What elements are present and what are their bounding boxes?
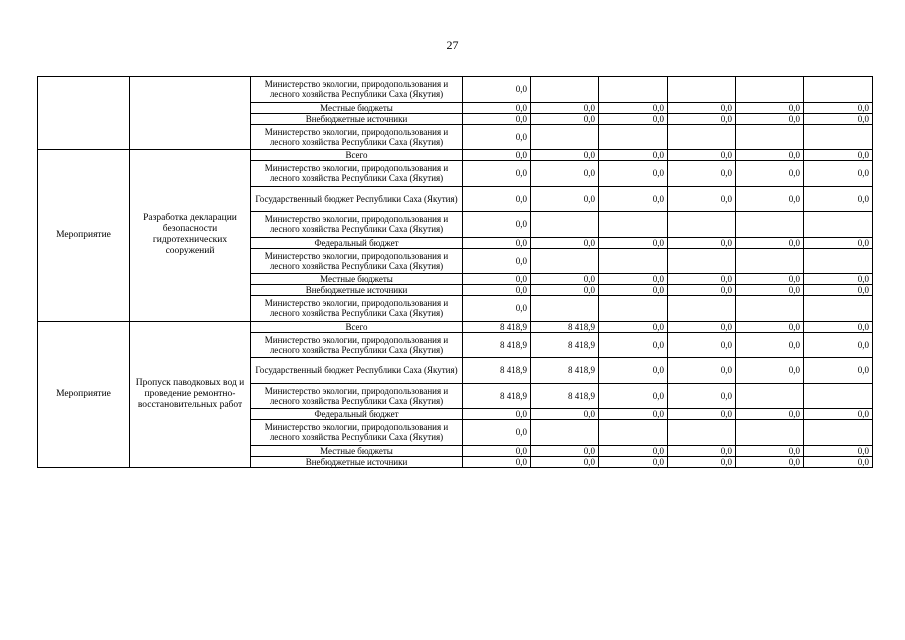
activity-type-cell: Мероприятие (38, 150, 130, 322)
value-cell: 0,0 (531, 285, 599, 296)
value-cell: 0,0 (736, 456, 804, 467)
value-cell: 0,0 (463, 186, 531, 212)
funding-source-cell: Министерство экологии, природопользования и лесного хозяйства Республики Саха (Якутия) (251, 212, 463, 238)
value-cell: 0,0 (463, 420, 531, 446)
value-cell: 0,0 (668, 161, 736, 187)
value-cell (599, 296, 668, 322)
value-cell: 0,0 (804, 456, 873, 467)
activity-name-cell: Разработка декларации безопасности гидротехнических сооружений (130, 150, 251, 322)
funding-source-cell: Государственный бюджет Республики Саха (Якутия) (251, 358, 463, 384)
value-cell: 0,0 (531, 161, 599, 187)
value-cell: 8 418,9 (463, 332, 531, 358)
value-cell: 0,0 (668, 237, 736, 248)
value-cell: 0,0 (531, 113, 599, 124)
value-cell: 0,0 (736, 102, 804, 113)
value-cell: 0,0 (463, 212, 531, 238)
funding-source-cell: Федеральный бюджет (251, 409, 463, 420)
activity-type-cell (38, 77, 130, 150)
value-cell: 0,0 (599, 321, 668, 332)
value-cell: 0,0 (736, 445, 804, 456)
value-cell: 0,0 (531, 150, 599, 161)
value-cell (668, 248, 736, 274)
funding-source-cell: Министерство экологии, природопользования и лесного хозяйства Республики Саха (Якутия) (251, 332, 463, 358)
value-cell: 0,0 (804, 274, 873, 285)
value-cell (599, 124, 668, 150)
value-cell: 0,0 (463, 445, 531, 456)
value-cell: 0,0 (531, 456, 599, 467)
value-cell: 8 418,9 (463, 383, 531, 409)
value-cell: 0,0 (599, 358, 668, 384)
value-cell (531, 77, 599, 103)
funding-source-cell: Всего (251, 150, 463, 161)
value-cell: 0,0 (531, 237, 599, 248)
value-cell (531, 212, 599, 238)
value-cell (668, 420, 736, 446)
value-cell (804, 383, 873, 409)
value-cell: 0,0 (463, 161, 531, 187)
value-cell: 0,0 (736, 358, 804, 384)
funding-source-cell: Министерство экологии, природопользования и лесного хозяйства Республики Саха (Якутия) (251, 383, 463, 409)
funding-source-cell: Местные бюджеты (251, 445, 463, 456)
value-cell (531, 248, 599, 274)
funding-source-cell: Министерство экологии, природопользования и лесного хозяйства Республики Саха (Якутия) (251, 161, 463, 187)
value-cell (804, 212, 873, 238)
value-cell: 0,0 (531, 102, 599, 113)
value-cell: 0,0 (736, 113, 804, 124)
value-cell: 0,0 (668, 186, 736, 212)
value-cell: 0,0 (804, 409, 873, 420)
value-cell: 0,0 (599, 285, 668, 296)
value-cell (804, 248, 873, 274)
value-cell (531, 420, 599, 446)
activity-type-cell: Мероприятие (38, 321, 130, 467)
page-number: 27 (446, 38, 459, 52)
value-cell: 0,0 (804, 332, 873, 358)
value-cell: 0,0 (599, 456, 668, 467)
value-cell: 0,0 (736, 161, 804, 187)
value-cell: 0,0 (804, 113, 873, 124)
value-cell: 0,0 (668, 456, 736, 467)
value-cell: 0,0 (463, 102, 531, 113)
value-cell: 0,0 (531, 409, 599, 420)
value-cell: 0,0 (463, 248, 531, 274)
value-cell: 0,0 (668, 358, 736, 384)
value-cell: 0,0 (599, 102, 668, 113)
value-cell (736, 420, 804, 446)
value-cell: 0,0 (599, 383, 668, 409)
value-cell: 0,0 (668, 274, 736, 285)
value-cell: 0,0 (668, 321, 736, 332)
funding-source-cell: Внебюджетные источники (251, 456, 463, 467)
value-cell (804, 296, 873, 322)
value-cell: 0,0 (531, 274, 599, 285)
value-cell (736, 248, 804, 274)
funding-source-cell: Внебюджетные источники (251, 113, 463, 124)
value-cell (599, 77, 668, 103)
value-cell (804, 124, 873, 150)
value-cell (599, 248, 668, 274)
funding-source-cell: Министерство экологии, природопользования и лесного хозяйства Республики Саха (Якутия) (251, 248, 463, 274)
value-cell: 0,0 (463, 409, 531, 420)
value-cell: 0,0 (804, 358, 873, 384)
table-row (38, 321, 873, 332)
value-cell: 0,0 (668, 383, 736, 409)
value-cell: 0,0 (599, 445, 668, 456)
value-cell: 0,0 (599, 161, 668, 187)
funding-source-cell: Министерство экологии, природопользования и лесного хозяйства Республики Саха (Якутия) (251, 124, 463, 150)
value-cell: 0,0 (463, 77, 531, 103)
funding-source-cell: Государственный бюджет Республики Саха (Якутия) (251, 186, 463, 212)
value-cell: 0,0 (736, 332, 804, 358)
funding-source-cell: Министерство экологии, природопользования и лесного хозяйства Республики Саха (Якутия) (251, 296, 463, 322)
value-cell: 0,0 (531, 186, 599, 212)
value-cell: 0,0 (804, 285, 873, 296)
value-cell: 0,0 (736, 285, 804, 296)
value-cell: 0,0 (463, 124, 531, 150)
value-cell: 0,0 (668, 102, 736, 113)
value-cell: 0,0 (804, 445, 873, 456)
value-cell: 0,0 (599, 113, 668, 124)
value-cell: 0,0 (736, 150, 804, 161)
value-cell: 0,0 (463, 456, 531, 467)
value-cell: 0,0 (463, 113, 531, 124)
value-cell: 8 418,9 (531, 332, 599, 358)
value-cell: 0,0 (804, 161, 873, 187)
value-cell: 0,0 (736, 237, 804, 248)
table-row (38, 77, 873, 103)
value-cell: 0,0 (599, 237, 668, 248)
table-row (38, 150, 873, 161)
value-cell: 0,0 (463, 296, 531, 322)
value-cell: 8 418,9 (463, 321, 531, 332)
value-cell: 8 418,9 (531, 358, 599, 384)
value-cell (599, 212, 668, 238)
value-cell: 8 418,9 (531, 383, 599, 409)
value-cell: 0,0 (736, 409, 804, 420)
value-cell: 0,0 (736, 186, 804, 212)
value-cell: 0,0 (668, 150, 736, 161)
value-cell: 0,0 (668, 332, 736, 358)
value-cell: 0,0 (463, 274, 531, 285)
activity-name-cell: Пропуск паводковых вод и проведение ремонтно-восстановительных работ (130, 321, 251, 467)
value-cell: 0,0 (668, 409, 736, 420)
value-cell (736, 383, 804, 409)
value-cell: 0,0 (599, 332, 668, 358)
funding-source-cell: Всего (251, 321, 463, 332)
value-cell (531, 124, 599, 150)
funding-source-cell: Федеральный бюджет (251, 237, 463, 248)
activity-name-cell (130, 77, 251, 150)
value-cell (736, 212, 804, 238)
value-cell: 0,0 (668, 113, 736, 124)
value-cell: 0,0 (668, 285, 736, 296)
value-cell (668, 296, 736, 322)
budget-table (37, 76, 873, 468)
value-cell: 0,0 (736, 274, 804, 285)
value-cell (736, 77, 804, 103)
value-cell: 0,0 (804, 321, 873, 332)
funding-source-cell: Министерство экологии, природопользования и лесного хозяйства Республики Саха (Якутия) (251, 77, 463, 103)
value-cell: 0,0 (668, 445, 736, 456)
value-cell: 0,0 (531, 445, 599, 456)
value-cell: 0,0 (463, 285, 531, 296)
funding-source-cell: Местные бюджеты (251, 274, 463, 285)
funding-source-cell: Министерство экологии, природопользования и лесного хозяйства Республики Саха (Якутия) (251, 420, 463, 446)
value-cell: 0,0 (599, 409, 668, 420)
funding-source-cell: Внебюджетные источники (251, 285, 463, 296)
value-cell: 0,0 (463, 237, 531, 248)
value-cell (668, 124, 736, 150)
value-cell: 0,0 (599, 150, 668, 161)
value-cell: 8 418,9 (463, 358, 531, 384)
value-cell: 0,0 (804, 102, 873, 113)
value-cell: 0,0 (599, 186, 668, 212)
value-cell (804, 420, 873, 446)
value-cell: 0,0 (804, 237, 873, 248)
value-cell (736, 296, 804, 322)
value-cell (668, 212, 736, 238)
value-cell (736, 124, 804, 150)
value-cell (599, 420, 668, 446)
value-cell: 0,0 (736, 321, 804, 332)
value-cell: 0,0 (804, 150, 873, 161)
value-cell (804, 77, 873, 103)
value-cell: 0,0 (463, 150, 531, 161)
value-cell: 8 418,9 (531, 321, 599, 332)
value-cell (668, 77, 736, 103)
funding-source-cell: Местные бюджеты (251, 102, 463, 113)
value-cell: 0,0 (599, 274, 668, 285)
value-cell (531, 296, 599, 322)
value-cell: 0,0 (804, 186, 873, 212)
